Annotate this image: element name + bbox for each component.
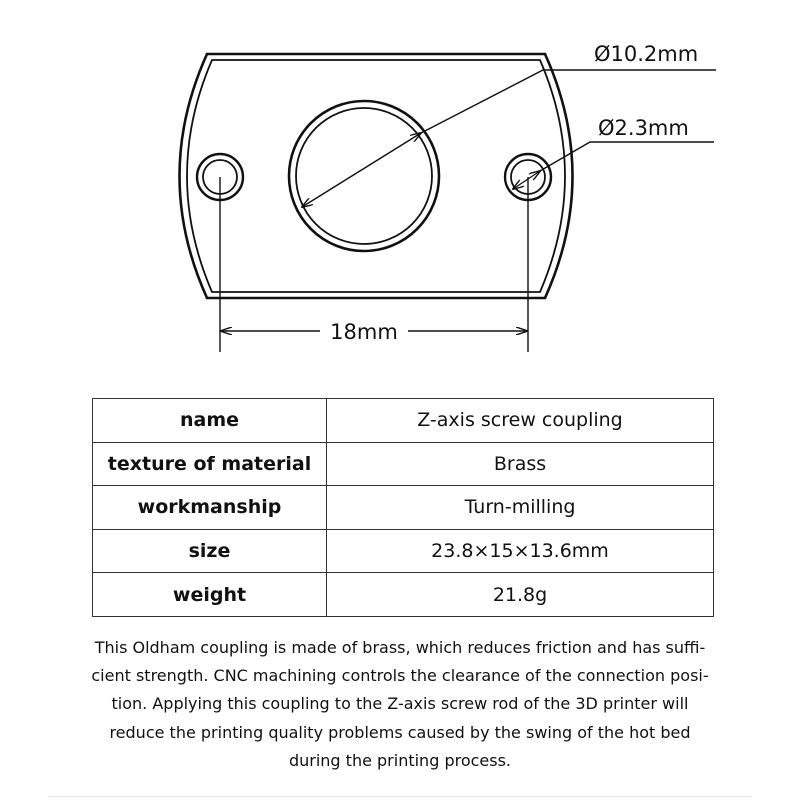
center-hole-outer xyxy=(289,101,439,251)
table-row xyxy=(93,486,714,530)
bottom-divider xyxy=(48,796,752,797)
spec-label: workmanship xyxy=(93,486,327,530)
table-row xyxy=(93,573,714,617)
center-hole-inner xyxy=(296,108,432,244)
spec-value: Turn-milling xyxy=(327,486,714,530)
table-row xyxy=(93,529,714,573)
spec-value: 21.8g xyxy=(327,573,714,617)
description-line: cient strength. CNC machining controls the clearance of the connection posi- xyxy=(91,666,709,686)
description-line: This Oldham coupling is made of brass, which reduces friction and has suffi- xyxy=(94,638,706,657)
large-hole-diameter-label: Ø10.2mm xyxy=(594,42,699,66)
small-hole-diameter-label: Ø2.3mm xyxy=(598,116,689,140)
spec-table xyxy=(92,398,714,617)
coupling-outline-outer xyxy=(180,54,573,298)
large-dia-arrow xyxy=(302,133,421,207)
description-line: reduce the printing quality problems caused by the swing of the hot bed xyxy=(109,722,691,742)
spec-label: name xyxy=(93,399,327,443)
hole-spacing-label: 18mm xyxy=(330,320,398,344)
description-line: during the printing process. xyxy=(288,750,512,770)
product-description xyxy=(60,634,740,775)
description-line: tion. Applying this coupling to the Z-axis screw rod of the 3D printer will xyxy=(111,694,689,714)
spec-label: weight xyxy=(93,573,327,617)
spec-label: texture of material xyxy=(93,442,327,486)
small-dia-arrow xyxy=(513,171,540,189)
spec-label: size xyxy=(93,529,327,573)
spec-value: Z-axis screw coupling xyxy=(327,399,714,443)
table-row xyxy=(93,442,714,486)
spec-value: Brass xyxy=(327,442,714,486)
coupling-technical-drawing xyxy=(0,0,800,380)
spec-value: 23.8×15×13.6mm xyxy=(327,529,714,573)
small-dia-leader xyxy=(540,142,714,171)
table-row xyxy=(93,399,714,443)
